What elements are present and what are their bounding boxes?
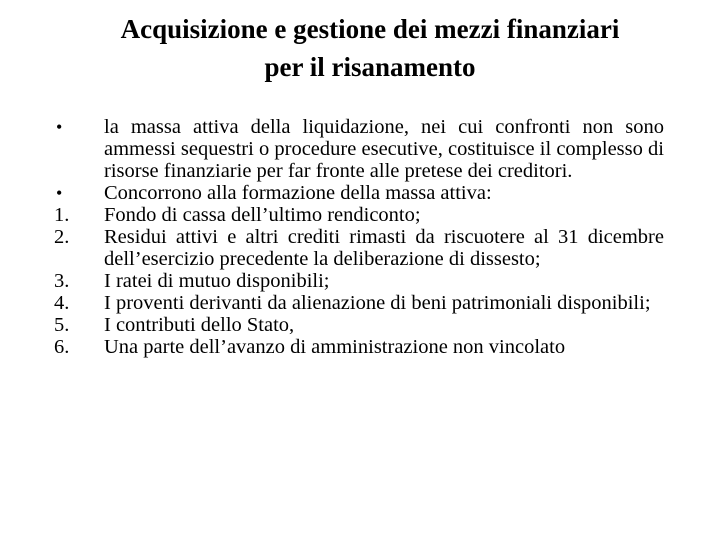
list-item xyxy=(48,336,664,358)
bullet-marker: • xyxy=(56,117,63,137)
number-marker: 4. xyxy=(54,292,70,314)
list-item-text: I contributi dello Stato, xyxy=(104,314,295,336)
list-item xyxy=(48,204,664,226)
list-item xyxy=(48,314,664,336)
slide-body xyxy=(48,116,664,358)
number-marker: 2. xyxy=(54,226,70,248)
title-line-1: Acquisizione e gestione dei mezzi finanziari xyxy=(120,14,620,44)
number-marker: 6. xyxy=(54,336,70,358)
list-item xyxy=(48,270,664,292)
number-marker: 5. xyxy=(54,314,70,336)
list-item xyxy=(48,116,664,182)
slide-title xyxy=(40,10,700,86)
number-marker: 1. xyxy=(54,204,70,226)
list-item xyxy=(48,292,664,314)
bullet-marker: • xyxy=(56,183,63,203)
list-item-text: Concorrono alla formazione della massa attiva: xyxy=(104,182,492,204)
list-item-text: Residui attivi e altri crediti rimasti da riscuotere al 31 dicembre dell’esercizio precedente la deliberazione di dissesto; xyxy=(104,226,664,270)
list-item-text: Fondo di cassa dell’ultimo rendiconto; xyxy=(104,204,421,226)
list-item-text: I proventi derivanti da alienazione di beni patrimoniali disponibili; xyxy=(104,292,651,314)
list-item-text: I ratei di mutuo disponibili; xyxy=(104,270,330,292)
list-item-text: la massa attiva della liquidazione, nei cui confronti non sono ammessi sequestri o procedure esecutive, costituisce il complesso di risorse finanziarie per far fronte alle pretese dei creditori. xyxy=(104,116,664,182)
number-marker: 3. xyxy=(54,270,70,292)
list-item xyxy=(48,226,664,270)
title-line-2: per il risanamento xyxy=(264,52,476,82)
list-item-text: Una parte dell’avanzo di amministrazione non vincolato xyxy=(104,336,566,358)
list-item xyxy=(48,182,664,204)
